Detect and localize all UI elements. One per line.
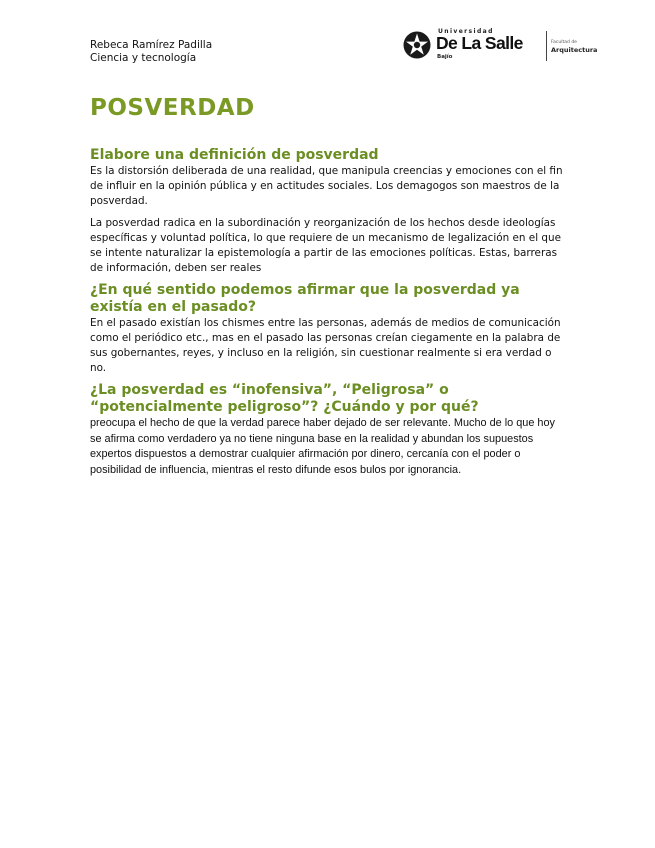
document-title: POSVERDAD bbox=[90, 95, 255, 121]
university-logo bbox=[402, 27, 598, 65]
logo-campus: Bajío bbox=[437, 54, 453, 60]
logo-faculty-name: Arquitectura bbox=[551, 46, 598, 54]
section-heading-danger: ¿La posverdad es “inofensiva”, “Peligrosa” o “potencialmente peligroso”? ¿Cuándo y por qué? bbox=[90, 382, 479, 415]
danger-paragraph: preocupa el hecho de que la verdad parece haber dejado de ser relevante. Mucho de lo que hoy se afirma como verdadero ya no tiene ninguna base en la realidad y abundan los supuestos expertos dispuestos a demostrar cualquier afirmación por dinero, cercanía con el poder o posibilidad de influencia, mientras el resto difunde esos bulos por ignorancia. bbox=[90, 417, 555, 476]
logo-university-name: De La Salle bbox=[436, 33, 523, 53]
page-header bbox=[90, 39, 340, 65]
past-paragraph: En el pasado existían los chismes entre las personas, además de medios de comunicación como el periódico etc., mas en el pasado las personas creían ciegamente en la palabra de sus gobernantes, reyes, y incluso en la religión, sin cuestionar realmente si era verdad o no. bbox=[90, 317, 561, 374]
definition-paragraph-2: La posverdad radica en la subordinación y reorganización de los hechos desde ideologías específicas y voluntad política, lo que requiere de un mecanismo de legalización en el que se intente naturalizar la epistemología a partir de las emociones políticas. Estas, barreras de información, deben ser reales bbox=[90, 217, 561, 274]
logo-wordmark bbox=[434, 27, 598, 65]
logo-university-label: Universidad bbox=[438, 28, 494, 35]
logo-divider bbox=[546, 31, 547, 61]
section-heading-definition: Elabore una definición de posverdad bbox=[90, 147, 379, 163]
definition-paragraph-1: Es la distorsión deliberada de una realidad, que manipula creencias y emociones con el fin de influir en la opinión pública y en actitudes sociales. Los demagogos son maestros de la posverdad. bbox=[90, 165, 563, 207]
logo-faculty-prefix: Facultad de bbox=[551, 40, 577, 45]
course-name: Ciencia y tecnología bbox=[90, 52, 197, 64]
document-body bbox=[90, 147, 568, 478]
section-heading-past: ¿En qué sentido podemos afirmar que la posverdad ya existía en el pasado? bbox=[90, 282, 520, 315]
author-name: Rebeca Ramírez Padilla bbox=[90, 39, 213, 51]
logo-faculty bbox=[551, 40, 601, 54]
lasalle-star-icon bbox=[402, 30, 432, 60]
